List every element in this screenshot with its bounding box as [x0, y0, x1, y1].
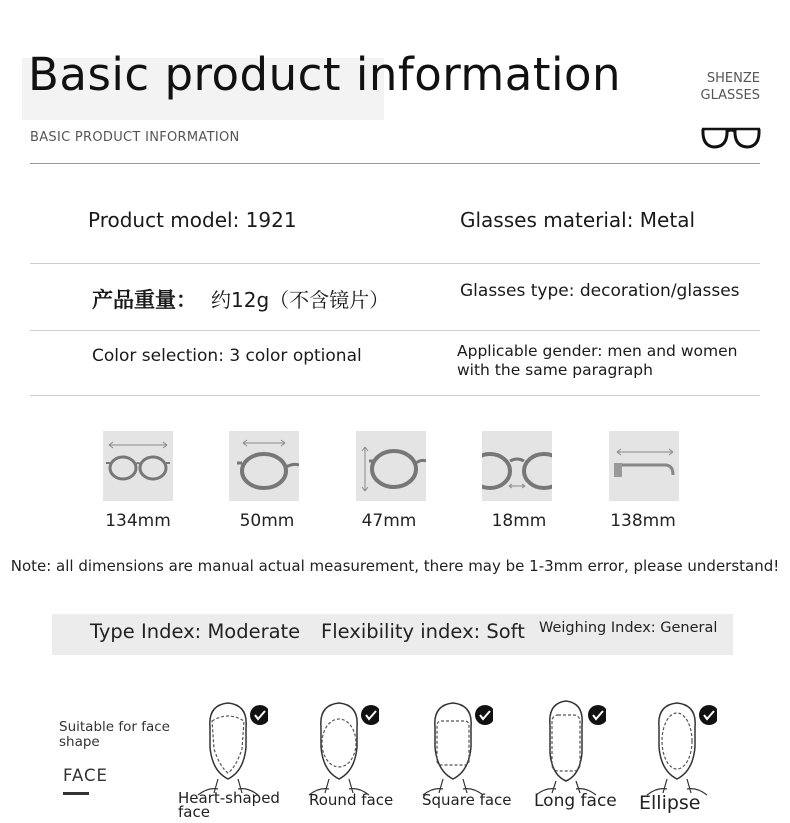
face-shape-name: Square face [422, 791, 512, 809]
face-shape-name: Ellipse [639, 792, 701, 814]
face-suitable-label [59, 720, 189, 750]
glasses-logo-icon [700, 126, 762, 150]
page-title: Basic product information [28, 48, 622, 101]
spec-weight [92, 284, 389, 314]
spec-gender-line-1: Applicable gender: men and women [457, 342, 738, 360]
bridge-width-icon [482, 431, 552, 501]
spec-divider-2 [30, 330, 760, 331]
spec-model: Product model: 1921 [88, 208, 297, 232]
ellipse-face-icon [637, 697, 717, 797]
brand-name [701, 70, 760, 104]
lens-width-icon [229, 431, 299, 501]
face-section-label: FACE [63, 766, 108, 785]
face-label-underline [63, 792, 89, 795]
type-index: Type Index: Moderate [90, 620, 301, 643]
temple-length-icon [609, 431, 679, 501]
spec-divider-1 [30, 263, 760, 264]
header-divider [30, 163, 760, 164]
brand-line-2: GLASSES [700, 88, 760, 103]
spec-weight-label: 产品重量： [92, 288, 197, 312]
long-face-icon [526, 697, 606, 797]
square-face-icon [413, 697, 493, 797]
dimension-label: 47mm [361, 511, 417, 531]
face-shape-line-2: face [178, 803, 210, 821]
heart-face-icon [188, 697, 268, 797]
spec-divider-3 [30, 395, 760, 396]
spec-weight-value: 约12g（不含镜片） [211, 288, 390, 312]
spec-color: Color selection: 3 color optional [92, 346, 362, 366]
dimension-label: 50mm [239, 511, 295, 531]
page-subtitle: BASIC PRODUCT INFORMATION [30, 130, 240, 145]
spec-type: Glasses type: decoration/glasses [460, 281, 740, 301]
spec-gender [457, 342, 737, 380]
face-shape-name [178, 791, 280, 819]
spec-material: Glasses material: Metal [460, 208, 696, 232]
face-shape-line-1: Heart-shaped [178, 789, 280, 807]
face-suitable-line-2: shape [59, 734, 100, 750]
dimension-label: 18mm [491, 511, 547, 531]
measurement-note: Note: all dimensions are manual actual measurement, there may be 1-3mm error, please understand! [10, 557, 780, 575]
face-suitable-line-1: Suitable for face [59, 719, 170, 735]
round-face-icon [299, 697, 379, 797]
lens-height-icon [356, 431, 426, 501]
dimension-label: 134mm [105, 511, 171, 531]
flexibility-index: Flexibility index: Soft [321, 620, 525, 643]
brand-line-1: SHENZE [706, 71, 760, 86]
face-shape-name: Long face [534, 791, 617, 811]
weighing-index: Weighing Index: General [539, 620, 718, 636]
spec-gender-line-2: with the same paragraph [457, 361, 653, 379]
dimension-label: 138mm [610, 511, 676, 531]
frame-width-icon [103, 431, 173, 501]
face-shape-name: Round face [309, 791, 394, 809]
